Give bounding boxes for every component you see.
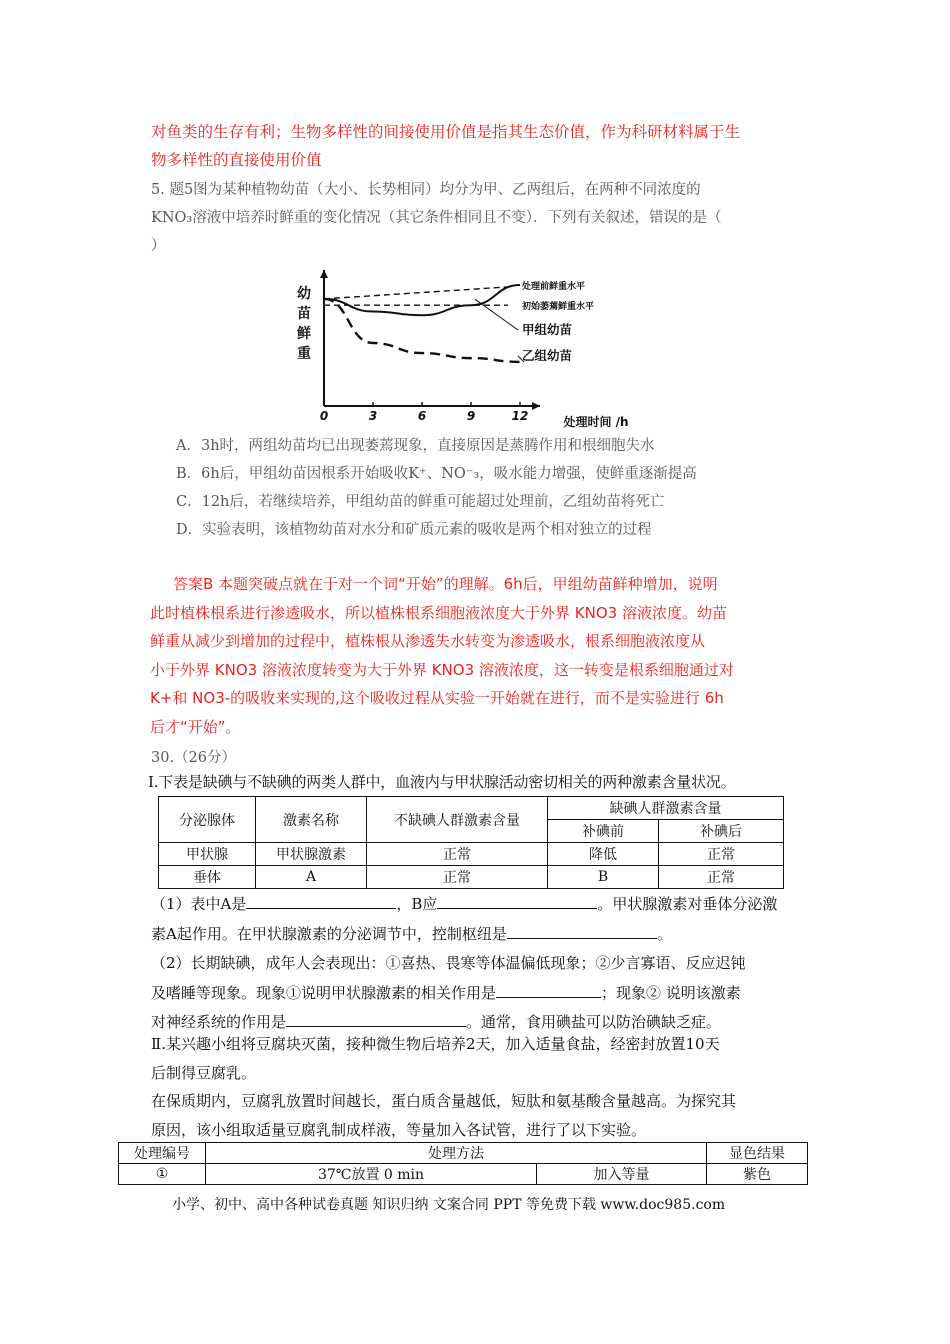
part-2-line-2 xyxy=(151,979,777,1009)
question-5-line-3: ） xyxy=(151,238,166,254)
header-deficient: 缺碘人群激素含量 xyxy=(548,797,784,820)
table-cell: 正常 xyxy=(659,843,784,866)
x-axis-label: 处理时间 /h xyxy=(563,415,629,429)
blank-nervous-input[interactable] xyxy=(286,1012,466,1027)
y-axis-label-char: 苗 xyxy=(297,306,311,322)
question-30-part-1-2 xyxy=(151,890,777,1038)
series-leader-line xyxy=(475,299,518,330)
table-cell: 垂体 xyxy=(159,866,256,889)
part-2-line-1: （2）长期缺碘，成年人会表现出：①喜热、畏寒等体温偏低现象；②少言寡语、反应迟钝 xyxy=(151,954,746,972)
table-cell: ① xyxy=(119,1164,206,1185)
header-gland: 分泌腺体 xyxy=(159,797,256,843)
reference-line-label: 处理前鲜重水平 xyxy=(522,281,586,292)
header-normal: 不缺碘人群激素含量 xyxy=(367,797,548,843)
question-5-stem xyxy=(151,176,721,260)
part-2-text-a: 及嗜睡等现象。现象①说明甲状腺激素的相关作用是 xyxy=(151,983,497,1002)
part-1-text-e: 。 xyxy=(656,924,672,943)
series-label: 乙组幼苗 xyxy=(522,348,573,363)
answer-line-3: 鲜重从减少到增加的过程中，植株根从渗透失水转变为渗透吸水，根系细胞液浓度从 xyxy=(150,632,706,651)
x-tick-label: 9 xyxy=(466,409,476,423)
table-cell: 正常 xyxy=(367,843,548,866)
table-cell: 37℃放置 0 min xyxy=(206,1164,537,1185)
part-2-text-c: 对神经系统的作用是 xyxy=(151,1013,287,1031)
part-ii-line-2: 后制得豆腐乳。 xyxy=(151,1063,257,1082)
header-before: 补碘前 xyxy=(548,820,659,843)
blank-phenomenon-1-input[interactable] xyxy=(496,983,601,998)
y-axis-label-char: 鲜 xyxy=(297,326,311,342)
answer-line-1: 答案B 本题突破点就在于对一个词“开始”的理解。6h后，甲组幼苗鲜种增加，说明 xyxy=(173,575,718,593)
table-row xyxy=(119,1164,808,1185)
option-c: C．12h后，若继续培养，甲组幼苗的鲜重可能超过处理前，乙组幼苗将死亡 xyxy=(176,494,665,510)
part-1-text-d: 素A起作用。在甲状腺激素的分泌调节中，控制枢纽是 xyxy=(151,924,507,943)
part-1-text-a: （1）表中A是 xyxy=(151,895,247,913)
question-30-header: 30.（26分） xyxy=(151,750,237,766)
y-axis-label-char: 重 xyxy=(297,346,311,362)
answer-line-4: 小于外界 KNO3 溶液浓度转变为大于外界 KNO3 溶液浓度，这一转变是根系细胞通过对 xyxy=(150,660,734,679)
table-cell: 加入等量 xyxy=(537,1164,707,1185)
reference-line xyxy=(324,287,508,299)
header-number: 处理编号 xyxy=(119,1143,206,1164)
x-axis-arrow xyxy=(532,402,540,410)
y-axis-label-char: 幼 xyxy=(297,286,311,302)
blank-a-input[interactable] xyxy=(246,894,396,909)
x-tick-label: 3 xyxy=(368,409,378,423)
option-d: D．实验表明，该植物幼苗对水分和矿质元素的吸收是两个相对独立的过程 xyxy=(176,522,652,538)
experiment-table xyxy=(118,1142,808,1185)
option-b: B．6h后，甲组幼苗因根系开始吸收K⁺、NO⁻₃，吸水能力增强，使鲜重逐渐提高 xyxy=(176,466,697,482)
blank-center-input[interactable] xyxy=(507,924,657,939)
table-row xyxy=(159,866,784,889)
answer-line-2: 此时植株根系进行渗透吸水，所以植株根系细胞液浓度大于外界 KNO3 溶液浓度。幼苗 xyxy=(150,603,727,622)
question-30-intro: Ⅰ.下表是缺碘与不缺碘的两类人群中，血液内与甲状腺活动密切相关的两种激素含量状况。 xyxy=(148,773,736,791)
x-tick-label: 0 xyxy=(319,409,329,423)
blank-b-input[interactable] xyxy=(437,894,597,909)
part-1-text-c: 。甲状腺激素对垂体分泌激 xyxy=(597,895,778,913)
part-1-line-2 xyxy=(151,920,777,950)
part-ii-line-4: 原因，该小组取适量豆腐乳制成样液，等量加入各试管，进行了以下实验。 xyxy=(151,1120,647,1139)
footer-text: 小学、初中、高中各种试卷真题 知识归纳 文案合同 PPT 等免费下载 www.doc985.com xyxy=(172,1197,726,1213)
table-cell: 正常 xyxy=(659,866,784,889)
answer-line-5: K+和 NO3-的吸收来实现的,这个吸收过程从实验一开始就在进行，而不是实验进行 6h xyxy=(150,689,724,708)
answer-line-6: 后才“开始”。 xyxy=(150,717,241,736)
x-tick-label: 6 xyxy=(417,409,427,423)
part-2-text-d: 。通常，食用碘盐可以防治碘缺乏症。 xyxy=(466,1013,722,1031)
answer-continuation xyxy=(151,118,740,174)
table-cell: A xyxy=(256,866,367,889)
question-5-options xyxy=(176,432,697,544)
table-cell: 正常 xyxy=(367,866,548,889)
header-after: 补碘后 xyxy=(659,820,784,843)
x-tick-label: 12 xyxy=(511,409,529,423)
table-cell: 甲状腺激素 xyxy=(256,843,367,866)
question-30-part-ii xyxy=(151,1030,736,1144)
part-ii-line-3: 在保质期内，豆腐乳放置时间越长，蛋白质含量越低，短肽和氨基酸含量越高。为探究其 xyxy=(151,1092,737,1110)
answer-explanation xyxy=(150,570,734,742)
header-hormone: 激素名称 xyxy=(256,797,367,843)
reference-line-label: 初始萎蔫鲜重水平 xyxy=(522,302,595,313)
y-axis-arrow xyxy=(320,270,328,278)
answer-continuation-line-1: 对鱼类的生存有利；生物多样性的间接使用价值是指其生态价值，作为科研材料属于生 xyxy=(151,123,741,141)
table-row xyxy=(159,843,784,866)
header-method: 处理方法 xyxy=(206,1143,707,1164)
part-2-text-b: ；现象② 说明该激素 xyxy=(601,983,741,1002)
question-5-line-2: KNO₃溶液中培养时鲜重的变化情况（其它条件相同且不变）．下列有关叙述，错误的是（ xyxy=(151,210,722,226)
answer-continuation-line-2: 物多样性的直接使用价值 xyxy=(151,151,322,169)
header-result: 显色结果 xyxy=(707,1143,808,1164)
fresh-weight-chart xyxy=(290,262,630,438)
table-cell: 甲状腺 xyxy=(159,843,256,866)
hormone-table xyxy=(158,796,784,889)
series-label: 甲组幼苗 xyxy=(522,322,573,337)
option-a: A．3h时，两组幼苗均已出现萎蔫现象，直接原因是蒸腾作用和根细胞失水 xyxy=(176,438,655,454)
question-5-line-1: 5. 题5图为某种植物幼苗（大小、长势相同）均分为甲、乙两组后，在两种不同浓度的 xyxy=(151,182,701,198)
part-ii-line-1: Ⅱ.某兴趣小组将豆腐块灭菌，接种微生物后培养2天，加入适量食盐，经密封放置10天 xyxy=(151,1035,720,1053)
table-cell: B xyxy=(548,866,659,889)
table-cell: 降低 xyxy=(548,843,659,866)
part-1-line-1 xyxy=(151,890,777,920)
table-cell: 紫色 xyxy=(707,1164,808,1185)
part-1-text-b: ，B应 xyxy=(396,895,438,913)
